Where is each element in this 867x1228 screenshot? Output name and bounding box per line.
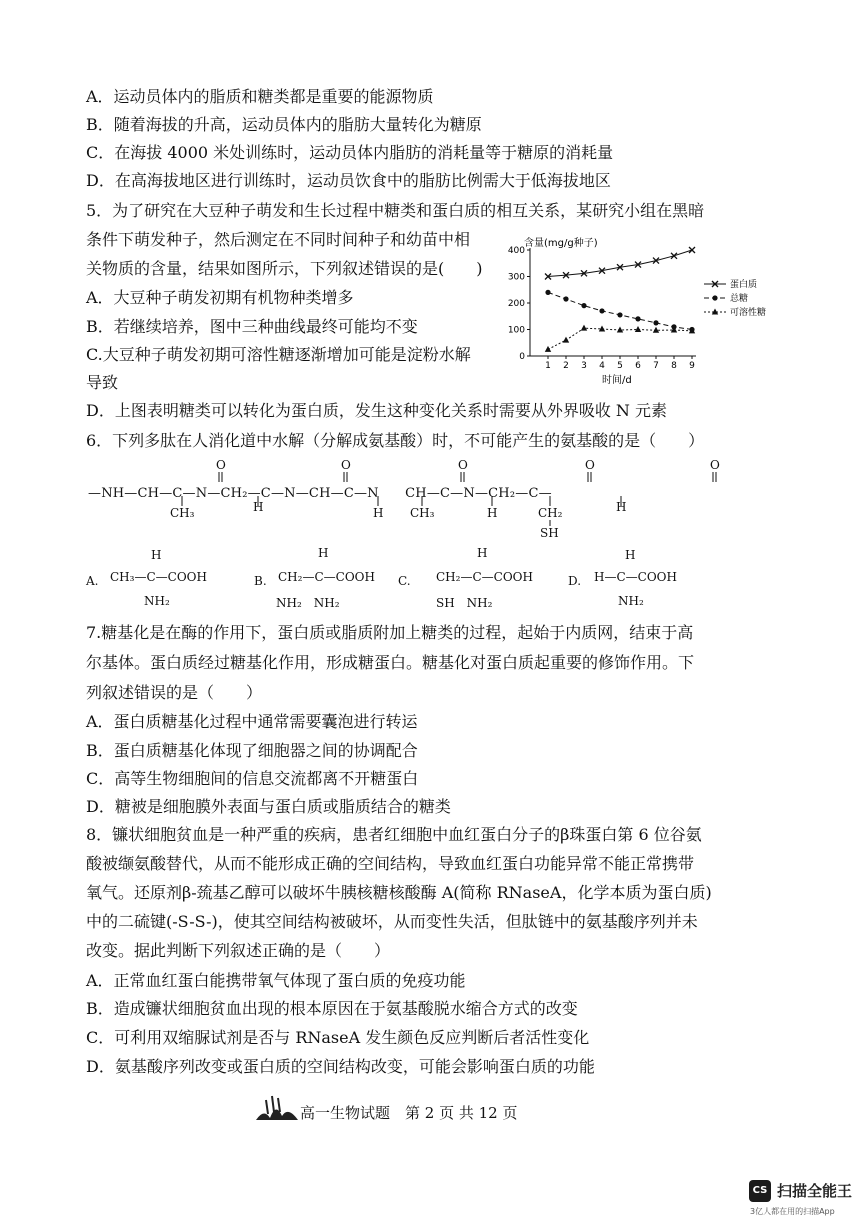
q6-option-b-label: B. bbox=[254, 574, 267, 588]
chart-point-triangle bbox=[635, 326, 641, 332]
q6-stem: 6．下列多肽在人消化道中水解（分解成氨基酸）时，不可能产生的氨基酸的是（ ） bbox=[86, 431, 705, 450]
q8-option-d: D．氨基酸序列改变或蛋白质的空间结构改变，可能会影响蛋白质的功能 bbox=[86, 1057, 595, 1076]
chart-series-line bbox=[548, 292, 692, 329]
q7-option-d: D．糖被是细胞膜外表面与蛋白质或脂质结合的糖类 bbox=[86, 797, 451, 816]
footer-logo-icon bbox=[252, 1090, 302, 1126]
chart-point-circle bbox=[599, 308, 604, 313]
chain-sub-ch2: CH₂ bbox=[538, 506, 563, 520]
q6-option-c-label: C. bbox=[398, 574, 411, 588]
page-footer: 高一生物试题 第 2 页 共 12 页 bbox=[300, 1104, 518, 1122]
chain-sub-h-4: H bbox=[616, 500, 627, 514]
chain-o-5: O bbox=[710, 458, 720, 472]
q6-option-d-label: D. bbox=[568, 574, 582, 588]
chart-series-line bbox=[548, 250, 692, 277]
q4-option-c: C．在海拔 4000 米处训练时，运动员体内脂肪的消耗量等于糖原的消耗量 bbox=[86, 143, 614, 162]
q5-option-c-1: C.大豆种子萌发初期可溶性糖逐渐增加可能是淀粉水解 bbox=[86, 345, 471, 364]
chart-y-tick-label: 0 bbox=[519, 352, 525, 362]
q6-options bbox=[86, 546, 746, 616]
q5-option-c-2: 导致 bbox=[86, 373, 119, 392]
q4-option-b: B．随着海拔的升高，运动员体内的脂肪大量转化为糖原 bbox=[86, 115, 482, 134]
chart-point-triangle bbox=[545, 346, 551, 352]
scanner-brand: 扫描全能王 bbox=[777, 1182, 853, 1200]
chart-x-tick-label: 3 bbox=[581, 361, 587, 371]
q7-option-c: C．高等生物细胞间的信息交流都离不开糖蛋白 bbox=[86, 769, 419, 788]
chart-x-tick-label: 4 bbox=[599, 361, 605, 371]
chart-x-tick-label: 5 bbox=[617, 361, 623, 371]
chain-o-4: O bbox=[585, 458, 595, 472]
chart-legend-label: 蛋白质 bbox=[730, 280, 758, 290]
chart-point-x bbox=[689, 247, 695, 253]
q6-c-top: H bbox=[477, 546, 488, 560]
line-chart bbox=[506, 236, 778, 386]
chart-xlabel: 时间/d bbox=[602, 375, 632, 386]
q5-stem-3: 关物质的含量，结果如图所示，下列叙述错误的是( ) bbox=[86, 259, 483, 278]
q6-c-bottom: SH NH₂ bbox=[436, 596, 493, 610]
q7-stem-1: 7.糖基化是在酶的作用下，蛋白质或脂质附加上糖类的过程，起始于内质网，结束于高 bbox=[86, 623, 694, 642]
q6-b-bottom: NH₂ NH₂ bbox=[276, 596, 340, 610]
chain-sub-ch3-2: CH₃ bbox=[410, 506, 435, 520]
chain-sub-h-2: H bbox=[373, 506, 384, 520]
q7-option-b: B．蛋白质糖基化体现了细胞器之间的协调配合 bbox=[86, 741, 418, 760]
q8-stem-3: 氧气。还原剂β-巯基乙醇可以破坏牛胰核糖核酸酶 A(简称 RNaseA，化学本质为蛋白质) bbox=[86, 883, 712, 902]
q7-option-a: A．蛋白质糖基化过程中通常需要囊泡进行转运 bbox=[86, 712, 418, 731]
chart-point-circle bbox=[653, 320, 658, 325]
q6-d-main: H—C—COOH bbox=[594, 570, 677, 584]
q4-option-a: A．运动员体内的脂质和糖类都是重要的能源物质 bbox=[86, 87, 434, 106]
chart-point-circle bbox=[563, 296, 568, 301]
q8-stem-2: 酸被缬氨酸替代，从而不能形成正确的空间结构，导致血红蛋白功能异常不能正常携带 bbox=[86, 854, 695, 873]
q6-b-main: CH₂—C—COOH bbox=[278, 570, 375, 584]
chart-x-tick-label: 7 bbox=[653, 361, 659, 371]
chart-x-tick-label: 2 bbox=[563, 361, 569, 371]
scanner-tagline: 3亿人都在用的扫描App bbox=[750, 1207, 835, 1216]
chart-legend-label: 总糖 bbox=[730, 294, 749, 304]
chain-sub-ch3-1: CH₃ bbox=[170, 506, 195, 520]
chart-point-circle bbox=[635, 316, 640, 321]
chart-point-triangle bbox=[563, 337, 569, 343]
chart-point-circle bbox=[617, 312, 622, 317]
q6-d-top: H bbox=[625, 548, 636, 562]
chain-o-2: O bbox=[341, 458, 351, 472]
q8-stem-1: 8．镰状细胞贫血是一种严重的疾病，患者红细胞中血红蛋白分子的β珠蛋白第 6 位谷氨 bbox=[86, 825, 702, 844]
q5-option-a: A．大豆种子萌发初期有机物种类增多 bbox=[86, 288, 354, 307]
chart-ylabel: 含量(mg/g种子) bbox=[524, 238, 598, 249]
chart-y-tick-label: 300 bbox=[507, 272, 525, 283]
chart-y-tick-label: 100 bbox=[507, 325, 525, 336]
q6-a-top: H bbox=[151, 548, 162, 562]
chart-x-tick-label: 9 bbox=[689, 361, 695, 371]
q5-stem-2: 条件下萌发种子，然后测定在不同时间种子和幼苗中相 bbox=[86, 230, 471, 249]
q6-option-a-label: A. bbox=[86, 574, 99, 588]
q5-stem-1: 5．为了研究在大豆种子萌发和生长过程中糖类和蛋白质的相互关系，某研究小组在黑暗 bbox=[86, 201, 705, 220]
chart-point-x bbox=[671, 253, 677, 259]
chart-point-circle bbox=[581, 303, 586, 308]
chart-x-tick-label: 8 bbox=[671, 361, 677, 371]
chain-main: —NH—CH—C—N—CH₂—C—N—CH—C—N CH—C—N—CH₂—C— bbox=[88, 486, 552, 501]
chain-sub-h-3: H bbox=[487, 506, 498, 520]
chart-x-tick-label: 1 bbox=[545, 361, 551, 371]
q5-option-d: D．上图表明糖类可以转化为蛋白质，发生这种变化关系时需要从外界吸收 N 元素 bbox=[86, 401, 668, 420]
q4-option-d: D．在高海拔地区进行训练时，运动员饮食中的脂肪比例需大于低海拔地区 bbox=[86, 171, 611, 190]
chain-sub-h-1: H bbox=[253, 500, 264, 514]
q8-stem-5: 改变。据此判断下列叙述正确的是（ ） bbox=[86, 941, 391, 960]
chain-o-1: O bbox=[216, 458, 226, 472]
chain-sh: SH bbox=[540, 526, 559, 540]
chart-point-circle bbox=[545, 290, 550, 295]
q6-a-bottom: NH₂ bbox=[144, 594, 170, 608]
chart-y-tick-label: 200 bbox=[507, 299, 525, 309]
chart-point-circle bbox=[712, 295, 717, 300]
polypeptide-structure bbox=[88, 458, 748, 538]
q6-d-bottom: NH₂ bbox=[618, 594, 644, 608]
chart-y-tick-label: 400 bbox=[507, 246, 525, 256]
chart-legend-label: 可溶性糖 bbox=[730, 308, 767, 318]
q8-stem-4: 中的二硫键(-S-S-)，使其空间结构被破坏，从而变性失活，但肽链中的氨基酸序列并未 bbox=[86, 912, 698, 931]
q5-option-b: B．若继续培养，图中三种曲线最终可能均不变 bbox=[86, 317, 418, 336]
camscanner-logo-icon: CS bbox=[749, 1180, 771, 1202]
q8-option-b: B．造成镰状细胞贫血出现的根本原因在于氨基酸脱水缩合方式的改变 bbox=[86, 999, 578, 1018]
chain-o-3: O bbox=[458, 458, 468, 472]
q8-option-c: C．可利用双缩脲试剂是否与 RNaseA 发生颜色反应判断后者活性变化 bbox=[86, 1028, 590, 1047]
q6-c-main: CH₂—C—COOH bbox=[436, 570, 533, 584]
q7-stem-2: 尔基体。蛋白质经过糖基化作用，形成糖蛋白。糖基化对蛋白质起重要的修饰作用。下 bbox=[86, 653, 695, 672]
q7-stem-3: 列叙述错误的是（ ） bbox=[86, 683, 263, 702]
q6-a-main: CH₃—C—COOH bbox=[110, 570, 207, 584]
q8-option-a: A．正常血红蛋白能携带氧气体现了蛋白质的免疫功能 bbox=[86, 971, 466, 990]
q6-b-top: H bbox=[318, 546, 329, 560]
chart-x-tick-label: 6 bbox=[635, 361, 641, 371]
chart-point-triangle bbox=[581, 325, 587, 331]
